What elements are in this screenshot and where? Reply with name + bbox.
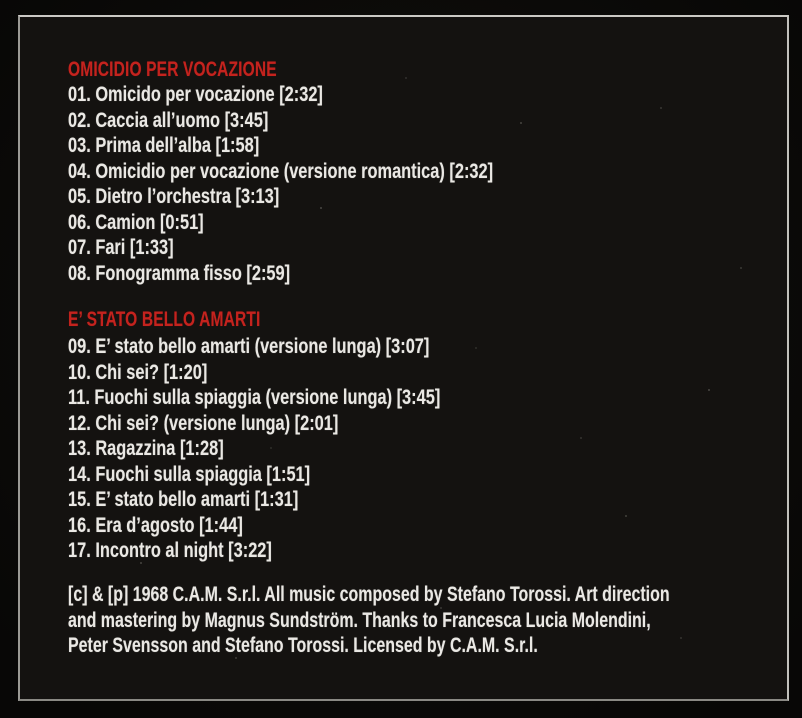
track-item: 01. Omicido per vocazione [2:32] <box>68 83 323 106</box>
section-1 <box>68 58 350 82</box>
track-item: 17. Incontro al night [3:22] <box>68 539 272 562</box>
track-item: 03. Prima dell’alba [1:58] <box>68 134 260 157</box>
track-item: 12. Chi sei? (versione lunga) [2:01] <box>68 411 339 435</box>
track-item: 09. E’ stato bello amarti (versione lunga) [3:07] <box>68 335 430 358</box>
track-item: 07. Fari [1:33] <box>68 236 174 259</box>
credit-line: and mastering by Magnus Sundström. Thanks to Francesca Lucia Molendini, <box>68 608 651 632</box>
track-item: 05. Dietro l’orchestra [3:13] <box>68 185 280 208</box>
track-item: 14. Fuochi sulla spiaggia [1:51] <box>68 462 311 486</box>
track-item: 10. Chi sei? [1:20] <box>68 360 208 384</box>
tracklist-section-1 <box>68 82 493 286</box>
scan-dust-specks <box>20 17 22 19</box>
cover-panel <box>18 15 789 701</box>
section-2 <box>68 308 328 332</box>
section-2-heading: E’ STATO BELLO AMARTI <box>68 308 261 331</box>
track-item: 11. Fuochi sulla spiaggia (versione lunga) [3:45] <box>68 386 441 409</box>
track-item: 08. Fonogramma fisso [2:59] <box>68 261 291 285</box>
tracklist-section-2 <box>68 334 440 564</box>
track-item: 13. Ragazzina [1:28] <box>68 437 224 460</box>
track-item: 16. Era d’agosto [1:44] <box>68 513 243 537</box>
credit-line: Peter Svensson and Stefano Torossi. Licensed by C.A.M. S.r.l. <box>68 634 538 657</box>
track-item: 06. Camion [0:51] <box>68 210 204 234</box>
credits-paragraph <box>68 582 670 659</box>
section-1-heading: OMICIDIO PER VOCAZIONE <box>68 58 277 81</box>
track-item: 15. E’ stato bello amarti [1:31] <box>68 488 299 511</box>
track-item: 04. Omicidio per vocazione (versione romantica) [2:32] <box>68 159 494 183</box>
credit-line: [c] & [p] 1968 C.A.M. S.r.l. All music composed by Stefano Torossi. Art direction <box>68 583 670 606</box>
track-item: 02. Caccia all’uomo [3:45] <box>68 108 269 132</box>
